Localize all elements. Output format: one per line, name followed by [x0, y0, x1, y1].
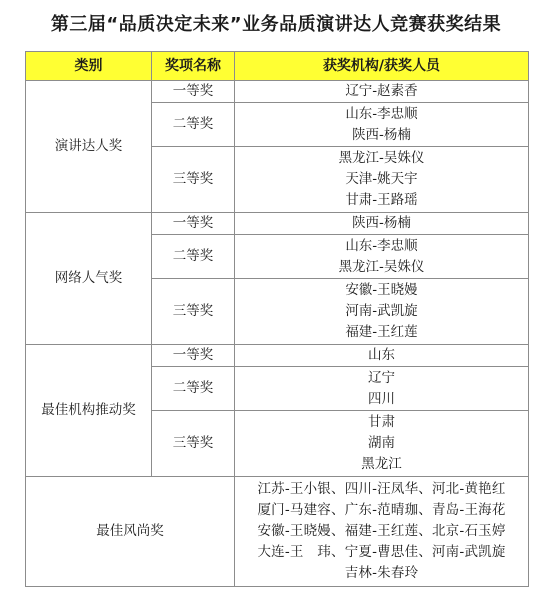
- award-level-cell: 三等奖: [152, 411, 235, 477]
- winners-cell: [235, 103, 529, 147]
- award-level-cell: 一等奖: [152, 345, 235, 367]
- award-level-cell: 一等奖: [152, 213, 235, 235]
- winner: 黑龙江-吴姝仪: [338, 258, 425, 275]
- award-level-cell: 二等奖: [152, 103, 235, 147]
- winner: 黑龙江: [361, 456, 402, 472]
- award-level-cell: 二等奖: [152, 235, 235, 279]
- page-title: 第三届“品质决定未来”业务品质演讲达人竞赛获奖结果: [50, 14, 502, 35]
- award-level-cell: 三等奖: [152, 279, 235, 345]
- winners-cell: [235, 345, 529, 367]
- winner: 河南-武凯旋: [345, 303, 418, 319]
- award-level-cell: 二等奖: [152, 367, 235, 411]
- category-cell: 最佳机构推动奖: [26, 345, 152, 477]
- header-row: [26, 52, 529, 81]
- table-row: [26, 81, 529, 103]
- winners-cell: [235, 235, 529, 279]
- category-cell: 演讲达人奖: [26, 81, 152, 213]
- winner-line: 江苏-王小银、四川-汪凤华、河北-黄艳红: [257, 481, 506, 497]
- winners-cell: [235, 81, 529, 103]
- winner-line: 安徽-王晓嫚、福建-王红莲、北京-石玉婷: [257, 523, 506, 539]
- results-table: [25, 51, 529, 587]
- winner: 甘肃-王路瑶: [345, 192, 418, 208]
- winner: 辽宁: [368, 369, 395, 386]
- winner: 辽宁-赵素香: [345, 83, 418, 99]
- winners-cell: [235, 279, 529, 345]
- table-row: [26, 345, 529, 367]
- header-category: 类别: [26, 52, 152, 81]
- winner-line: 厦门-马建容、广东-范晴珈、青岛-王海花: [257, 502, 506, 518]
- winner: 陕西-杨楠: [352, 126, 411, 143]
- winner: 山东-李忠顺: [345, 237, 418, 254]
- header-winners: 获奖机构/获奖人员: [235, 52, 529, 81]
- category-cell: 最佳风尚奖: [26, 477, 235, 587]
- winner: 黑龙江-吴姝仪: [338, 150, 425, 166]
- winner: 四川: [368, 390, 395, 407]
- award-level-cell: 一等奖: [152, 81, 235, 103]
- category-cell: 网络人气奖: [26, 213, 152, 345]
- winner: 甘肃: [368, 414, 395, 430]
- winners-cell: [235, 147, 529, 213]
- winner: 山东: [368, 347, 395, 363]
- winner-line: 吉林-朱春玲: [344, 565, 419, 581]
- winner: 福建-王红莲: [345, 324, 418, 340]
- winners-cell: [235, 477, 529, 587]
- winner: 天津-姚天宇: [345, 171, 418, 187]
- header-award: 奖项名称: [152, 52, 235, 81]
- winners-cell: [235, 367, 529, 411]
- winners-cell: [235, 411, 529, 477]
- winner-line: 大连-王 玮、宁夏-曹思佳、河南-武凯旋: [257, 544, 506, 560]
- winner: 陕西-杨楠: [352, 215, 411, 231]
- winner: 安徽-王晓嫚: [345, 282, 418, 298]
- winner: 湖南: [368, 435, 395, 451]
- winners-cell: [235, 213, 529, 235]
- table-row: [26, 477, 529, 587]
- award-level-cell: 三等奖: [152, 147, 235, 213]
- table-row: [26, 213, 529, 235]
- winner: 山东-李忠顺: [345, 105, 418, 122]
